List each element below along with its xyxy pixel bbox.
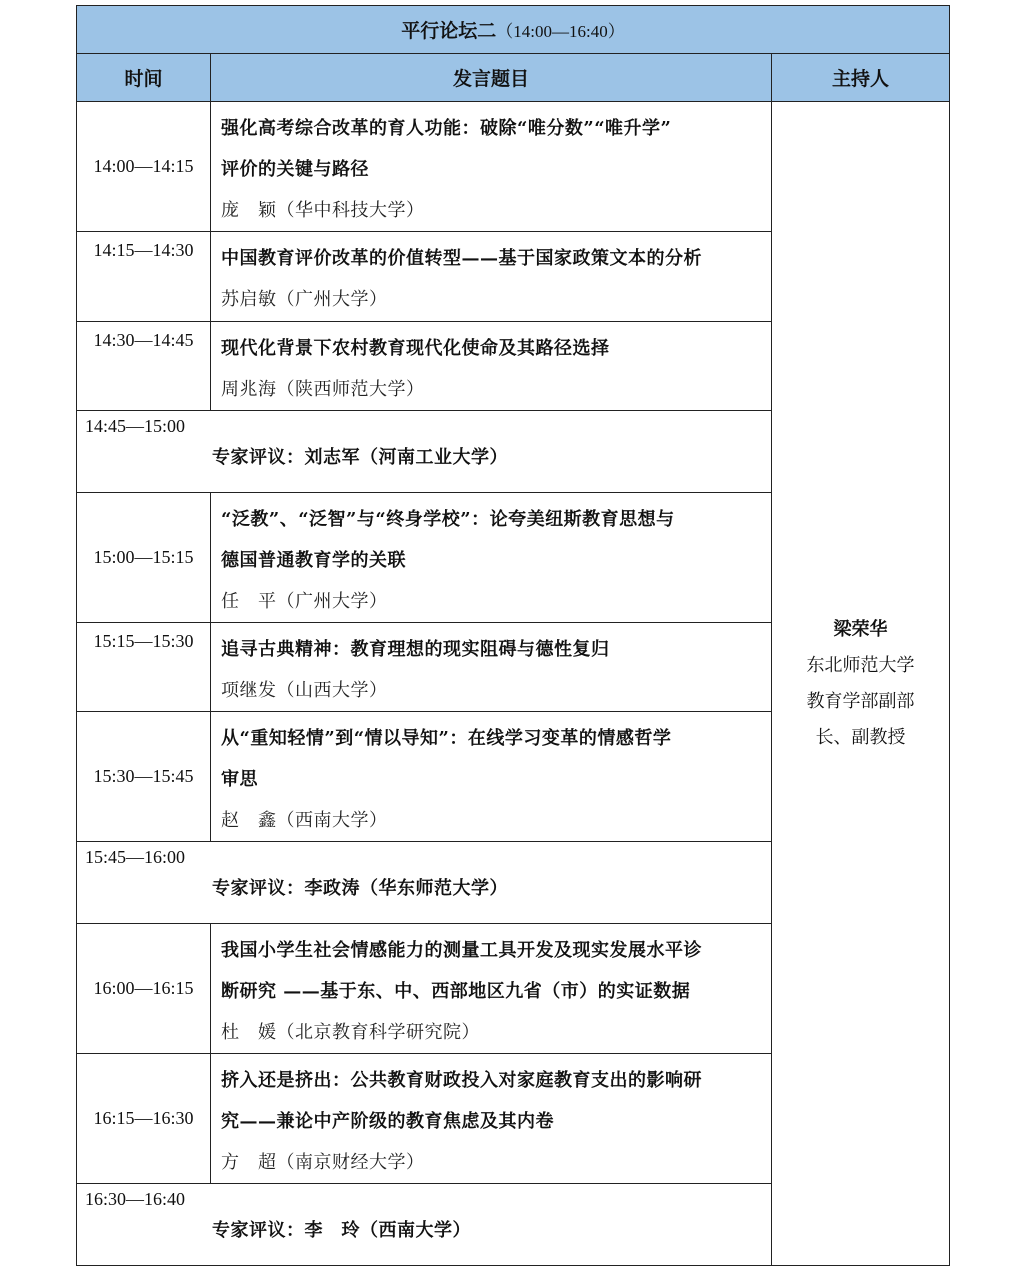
session-time: 15:30—15:45	[77, 712, 211, 842]
speaker: 周兆海（陕西师范大学）	[221, 379, 425, 400]
review-cell	[77, 1184, 772, 1266]
review-cell	[77, 842, 772, 924]
talk-title-line: 断研究 ——基于东、中、西部地区九省（市）的实证数据	[221, 981, 691, 1002]
title-row	[77, 6, 950, 54]
speaker: 苏启敏（广州大学）	[221, 289, 388, 310]
host-cell	[772, 102, 950, 1266]
session-content	[211, 232, 772, 322]
talk-title-line: 强化高考综合改革的育人功能：破除“唯分数”“唯升学”	[221, 118, 672, 139]
session-time: 15:15—15:30	[77, 623, 211, 712]
schedule-table	[76, 5, 950, 1266]
talk-title-line: 中国教育评价改革的价值转型——基于国家政策文本的分析	[221, 248, 702, 269]
session-time: 16:15—16:30	[77, 1054, 211, 1184]
session-time: 14:30—14:45	[77, 322, 211, 411]
review-text: 专家评议：李政涛（华东师范大学）	[212, 878, 508, 899]
session-content	[211, 623, 772, 712]
speaker: 庞 颖（华中科技大学）	[221, 200, 425, 221]
host-affiliation-line: 教育学部副部	[806, 690, 915, 712]
session-time: 16:00—16:15	[77, 924, 211, 1054]
host-name: 梁荣华	[833, 618, 888, 640]
speaker: 项继发（山西大学）	[221, 680, 388, 701]
forum-time: （14:00—16:40）	[496, 22, 625, 41]
talk-title-line: 评价的关键与路径	[221, 159, 369, 180]
speaker: 杜 媛（北京教育科学研究院）	[221, 1022, 480, 1043]
forum-name: 平行论坛二	[401, 20, 497, 42]
forum-title	[77, 6, 950, 54]
review-cell	[77, 411, 772, 493]
session-time: 15:00—15:15	[77, 493, 211, 623]
session-content	[211, 712, 772, 842]
review-time: 15:45—16:00	[85, 847, 186, 867]
session-time: 14:00—14:15	[77, 102, 211, 232]
talk-title-line: “泛教”、“泛智”与“终身学校”：论夸美纽斯教育思想与	[221, 509, 675, 530]
session-content	[211, 493, 772, 623]
speaker: 赵 鑫（西南大学）	[221, 810, 388, 831]
talk-title-line: 追寻古典精神：教育理想的现实阻碍与德性复归	[221, 639, 610, 660]
host-affiliation-line: 长、副教授	[815, 726, 906, 748]
talk-title-line: 现代化背景下农村教育现代化使命及其路径选择	[221, 338, 610, 359]
talk-title-line: 我国小学生社会情感能力的测量工具开发及现实发展水平诊	[221, 940, 702, 961]
review-text: 专家评议：刘志军（河南工业大学）	[212, 447, 508, 468]
talk-title-line: 德国普通教育学的关联	[221, 550, 406, 571]
session-content	[211, 102, 772, 232]
session-row	[77, 102, 950, 232]
session-content	[211, 1054, 772, 1184]
session-time: 14:15—14:30	[77, 232, 211, 322]
talk-title-line: 究——兼论中产阶级的教育焦虑及其内卷	[221, 1111, 554, 1132]
talk-title-line: 挤入还是挤出：公共教育财政投入对家庭教育支出的影响研	[221, 1070, 702, 1091]
header-row	[77, 54, 950, 102]
session-content	[211, 322, 772, 411]
header-time: 时间	[77, 54, 211, 102]
review-time: 14:45—15:00	[85, 416, 186, 436]
talk-title-line: 从“重知轻情”到“情以导知”：在线学习变革的情感哲学	[221, 728, 672, 749]
header-host: 主持人	[772, 54, 950, 102]
speaker: 方 超（南京财经大学）	[221, 1152, 425, 1173]
host-affiliation-line: 东北师范大学	[806, 654, 915, 676]
talk-title-line: 审思	[221, 769, 258, 790]
session-content	[211, 924, 772, 1054]
review-text: 专家评议：李 玲（西南大学）	[212, 1220, 471, 1241]
review-time: 16:30—16:40	[85, 1189, 186, 1209]
header-topic: 发言题目	[211, 54, 772, 102]
speaker: 任 平（广州大学）	[221, 591, 388, 612]
